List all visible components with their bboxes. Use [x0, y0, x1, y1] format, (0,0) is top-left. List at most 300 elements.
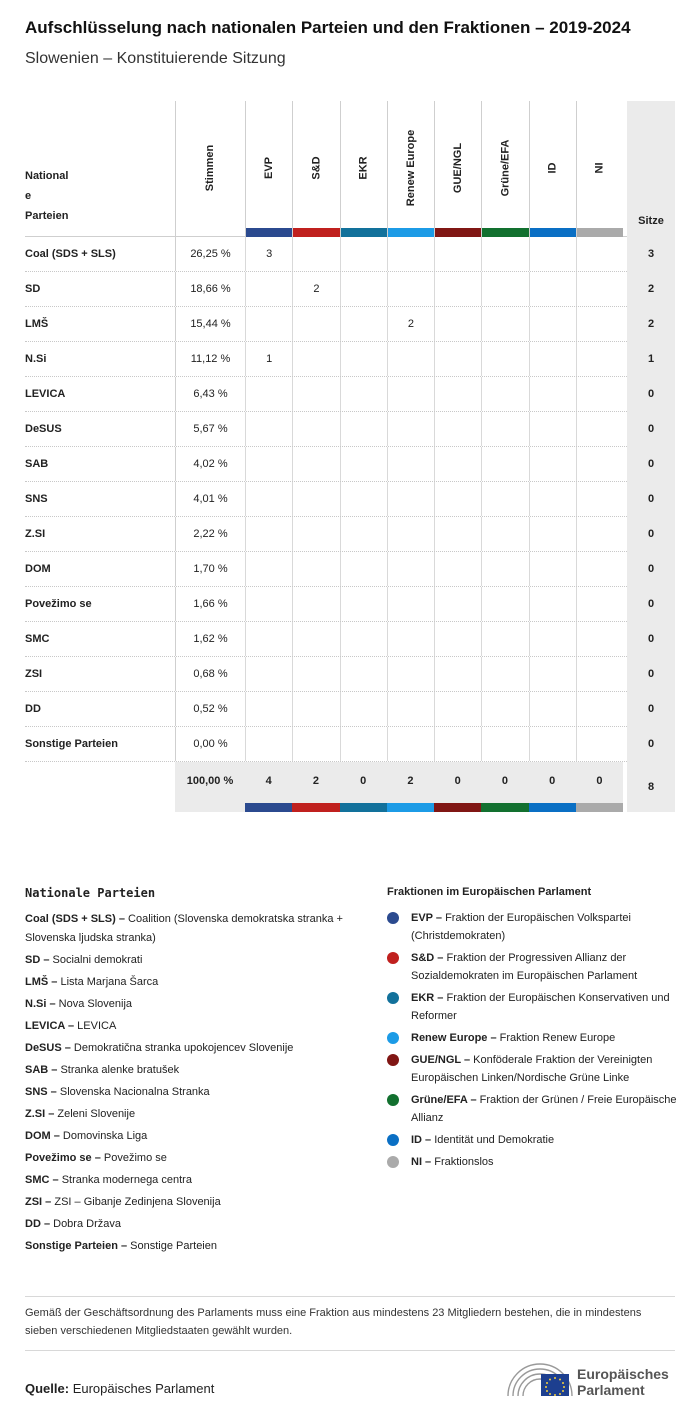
group-color-bar: [341, 228, 387, 237]
group-seat-cell: [576, 342, 623, 376]
group-color-bar: [387, 803, 434, 812]
group-abbr: EKR –: [411, 992, 444, 1004]
page-subtitle: Slowenien – Konstituierende Sitzung: [25, 50, 286, 67]
total-group-cell: [481, 762, 528, 812]
table-row: [25, 307, 675, 342]
group-seat-cell: [292, 517, 339, 551]
source-value: Europäisches Parlament: [72, 1381, 215, 1396]
vote-share: 0,68 %: [175, 657, 245, 691]
group-header-6: [529, 101, 576, 237]
national-parties-header: National e Parteien: [25, 170, 69, 222]
totals-row: [25, 762, 675, 812]
group-seat-cell: [387, 237, 434, 271]
group-seat-cell: [434, 622, 481, 656]
group-seat-cell: [434, 657, 481, 691]
group-seat-cell: [434, 412, 481, 446]
group-abbr: ID –: [411, 1134, 432, 1146]
group-legend-item: [387, 1153, 687, 1171]
vote-share: 26,25 %: [175, 237, 245, 271]
group-seat-cell: [340, 342, 387, 376]
seats-cell: 0: [627, 377, 675, 412]
total-group-value: 0: [549, 775, 556, 787]
group-seat-cell: [529, 692, 576, 726]
group-seat-cell: [245, 552, 292, 586]
group-seat-cell: [481, 517, 528, 551]
group-color-bar: [576, 803, 623, 812]
party-abbr: SD –: [25, 954, 50, 966]
group-seat-cell: [292, 307, 339, 341]
group-seat-cell: [481, 237, 528, 271]
table-row: [25, 657, 675, 692]
seats-cell: 0: [627, 622, 675, 657]
group-color-bar: [293, 228, 339, 237]
party-abbr: DD –: [25, 1218, 51, 1230]
group-seat-cell: [481, 622, 528, 656]
group-header-7: [576, 101, 623, 237]
group-seat-cell: [245, 587, 292, 621]
national-legend-item: [25, 1193, 365, 1212]
national-legend-item: [25, 1017, 365, 1036]
group-seat-cell: [481, 552, 528, 586]
group-header-4: [434, 101, 481, 237]
party-full-name: Sonstige Parteien: [130, 1240, 217, 1252]
group-seat-cell: [245, 517, 292, 551]
party-name: DOM: [25, 563, 51, 575]
group-seat-cell: [529, 272, 576, 306]
group-full-name: Fraktion der Progressiven Allianz der Sozialdemokraten im Europäischen Parlament: [411, 952, 638, 982]
group-seat-cell: 3: [245, 237, 292, 271]
national-legend-item: [25, 1127, 365, 1146]
group-abbr: GUE/NGL –: [411, 1054, 471, 1066]
group-seat-cell: [387, 727, 434, 761]
groups-legend-heading: Fraktionen im Europäischen Parlament: [387, 886, 592, 898]
total-group-cell: [434, 762, 481, 812]
party-name: SMC: [25, 633, 50, 645]
party-abbr: SNS –: [25, 1086, 57, 1098]
seats-cell: 2: [627, 272, 675, 307]
group-abbr: S&D –: [411, 952, 444, 964]
party-abbr: ZSI –: [25, 1196, 52, 1208]
group-seat-cell: [576, 482, 623, 516]
group-header-label: GUE/NGL: [452, 142, 465, 194]
group-seat-cell: [340, 552, 387, 586]
party-name: DD: [25, 703, 41, 715]
group-seat-cell: [292, 412, 339, 446]
national-legend-item: [25, 1105, 365, 1124]
party-full-name: Nova Slovenija: [58, 998, 133, 1010]
group-seat-cell: [340, 692, 387, 726]
group-seat-cell: [387, 272, 434, 306]
page-title: Aufschlüsselung nach nationalen Parteien und den Fraktionen – 2019-2024: [25, 18, 631, 37]
group-seat-cell: [576, 517, 623, 551]
table-header: [25, 101, 675, 237]
group-legend-item: [387, 949, 687, 985]
group-full-name: Fraktion der Europäischen Volkspartei (Christdemokraten): [411, 912, 631, 942]
table-row: [25, 482, 675, 517]
group-seat-cell: [292, 482, 339, 516]
group-seat-cell: 2: [292, 272, 339, 306]
vote-share: 1,70 %: [175, 552, 245, 586]
group-legend-item: [387, 1051, 687, 1087]
group-seat-cell: [434, 447, 481, 481]
group-seat-cell: [292, 692, 339, 726]
national-legend-item: [25, 910, 365, 948]
party-abbr: Sonstige Parteien –: [25, 1240, 128, 1252]
table-row: [25, 272, 675, 307]
group-seat-cell: [245, 447, 292, 481]
group-seat-cell: [576, 692, 623, 726]
group-seat-cell: [576, 412, 623, 446]
group-color-bar: [246, 228, 292, 237]
group-seat-cell: [340, 622, 387, 656]
party-full-name: Povežimo se: [103, 1152, 167, 1164]
group-seat-cell: [576, 377, 623, 411]
national-legend-item: [25, 951, 365, 970]
group-seat-cell: [481, 342, 528, 376]
party-name: SAB: [25, 458, 49, 470]
party-abbr: DeSUS –: [25, 1042, 71, 1054]
group-seat-cell: [576, 447, 623, 481]
vote-share: 1,62 %: [175, 622, 245, 656]
group-seat-cell: [387, 412, 434, 446]
group-header-label: EVP: [263, 156, 276, 180]
seats-cell: 0: [627, 657, 675, 692]
stimmen-header-cell: [175, 101, 245, 237]
total-group-value: 4: [265, 775, 272, 787]
vote-share: 5,67 %: [175, 412, 245, 446]
group-color-bar: [530, 228, 576, 237]
group-seat-cell: [576, 622, 623, 656]
party-full-name: ZSI – Gibanje Zedinjena Slovenija: [54, 1196, 221, 1208]
group-seat-cell: [434, 727, 481, 761]
group-legend-item: [387, 989, 687, 1025]
group-seat-cell: [434, 272, 481, 306]
group-seat-cell: [340, 587, 387, 621]
group-seat-cell: [387, 692, 434, 726]
group-color-bar: [577, 228, 623, 237]
group-seat-cell: [340, 447, 387, 481]
group-seat-cell: [529, 727, 576, 761]
vote-share: 6,43 %: [175, 377, 245, 411]
group-seat-cell: [434, 482, 481, 516]
group-seat-cell: [434, 237, 481, 271]
group-seat-cell: [292, 552, 339, 586]
group-seat-cell: [340, 482, 387, 516]
group-full-name: Fraktion der Grünen / Freie Europäische Allianz: [411, 1094, 677, 1124]
party-full-name: Stranka alenke bratušek: [60, 1064, 180, 1076]
sitze-header: Sitze: [638, 215, 664, 227]
group-seat-cell: [245, 622, 292, 656]
group-header-label: Grüne/EFA: [499, 139, 512, 197]
party-abbr: N.Si –: [25, 998, 56, 1010]
group-seat-cell: [292, 447, 339, 481]
group-seat-cell: [481, 657, 528, 691]
vote-share: 11,12 %: [175, 342, 245, 376]
table-body: [25, 237, 675, 762]
total-seats: 8: [627, 762, 675, 812]
footnote: Gemäß der Geschäftsordnung des Parlaments muss eine Fraktion aus mindestens 23 Mitgliedern bestehen, die in mindestens sieben verschiedenen Mitgliedstaaten gewählt wurden.: [25, 1296, 675, 1351]
group-color-bar: [529, 803, 576, 812]
group-seat-cell: [529, 587, 576, 621]
table-row: [25, 622, 675, 657]
group-seat-cell: [292, 237, 339, 271]
seats-cell: 0: [627, 517, 675, 552]
national-legend-item: [25, 1237, 365, 1256]
national-legend-item: [25, 995, 365, 1014]
group-seat-cell: [340, 727, 387, 761]
total-group-cell: [292, 762, 339, 812]
group-abbr: EVP –: [411, 912, 442, 924]
total-group-cell: [245, 762, 292, 812]
group-seat-cell: [245, 727, 292, 761]
vote-share: 0,00 %: [175, 727, 245, 761]
group-color-bar: [388, 228, 434, 237]
group-seat-cell: [245, 692, 292, 726]
group-seat-cell: [576, 587, 623, 621]
group-header-label: Renew Europe: [404, 129, 417, 207]
group-seat-cell: [340, 307, 387, 341]
group-seat-cell: [434, 552, 481, 586]
sitze-header-cell: [627, 101, 675, 237]
group-color-dot-icon: [387, 912, 399, 924]
party-abbr: LEVICA –: [25, 1020, 75, 1032]
total-group-value: 2: [312, 775, 319, 787]
party-name: Z.SI: [25, 528, 46, 540]
group-seat-cell: [481, 377, 528, 411]
group-seat-cell: [245, 657, 292, 691]
party-full-name: Demokratična stranka upokojencev Slovenije: [73, 1042, 294, 1054]
party-name: SD: [25, 283, 41, 295]
group-seat-cell: [245, 272, 292, 306]
party-name: DeSUS: [25, 423, 62, 435]
group-header-label: S&D: [310, 156, 323, 180]
total-group-cell: [340, 762, 387, 812]
party-name: LMŠ: [25, 318, 49, 330]
group-seat-cell: [245, 482, 292, 516]
group-seat-cell: [292, 657, 339, 691]
group-seat-cell: [481, 482, 528, 516]
vote-share: 18,66 %: [175, 272, 245, 306]
group-seat-cell: [576, 727, 623, 761]
group-seat-cell: [387, 552, 434, 586]
group-full-name: Konföderale Fraktion der Vereinigten Europäischen Linken/Nordische Grüne Linke: [411, 1054, 653, 1084]
group-full-name: Identität und Demokratie: [434, 1134, 555, 1146]
group-seat-cell: [481, 587, 528, 621]
group-color-dot-icon: [387, 1054, 399, 1066]
party-abbr: Z.SI –: [25, 1108, 55, 1120]
table-row: [25, 412, 675, 447]
vote-share: 4,02 %: [175, 447, 245, 481]
group-abbr: Renew Europe –: [411, 1032, 497, 1044]
group-color-dot-icon: [387, 992, 399, 1004]
ep-logo-text: Europäisches Parlament: [577, 1366, 669, 1398]
seats-cell: 2: [627, 307, 675, 342]
group-seat-cell: 1: [245, 342, 292, 376]
party-name: Povežimo se: [25, 598, 92, 610]
group-seat-cell: [481, 272, 528, 306]
group-seat-cell: [529, 517, 576, 551]
source-line: [25, 1381, 214, 1396]
group-seat-cell: [481, 447, 528, 481]
party-name: ZSI: [25, 668, 43, 680]
group-seat-cell: [481, 727, 528, 761]
group-legend-item: [387, 1131, 687, 1149]
group-seat-cell: [387, 622, 434, 656]
group-header-label: NI: [593, 162, 606, 174]
group-header-label: EKR: [357, 156, 370, 180]
party-name: Sonstige Parteien: [25, 738, 118, 750]
group-seat-cell: [529, 377, 576, 411]
group-color-dot-icon: [387, 1134, 399, 1146]
party-name: N.Si: [25, 353, 47, 365]
group-seat-cell: [481, 307, 528, 341]
group-seat-cell: [529, 482, 576, 516]
party-full-name: LEVICA: [77, 1020, 117, 1032]
party-full-name: Domovinska Liga: [62, 1130, 148, 1142]
total-group-value: 2: [407, 775, 414, 787]
vote-share: 2,22 %: [175, 517, 245, 551]
total-vote-share: 100,00 %: [175, 762, 245, 812]
vote-share: 0,52 %: [175, 692, 245, 726]
group-seat-cell: [529, 447, 576, 481]
group-full-name: Fraktion der Europäischen Konservativen und Reformer: [411, 992, 670, 1022]
group-seat-cell: [434, 307, 481, 341]
group-seat-cell: [340, 657, 387, 691]
group-seat-cell: [529, 237, 576, 271]
national-parties-legend: [25, 886, 365, 1259]
seats-cell: 0: [627, 482, 675, 517]
group-seat-cell: [576, 657, 623, 691]
total-group-cell: [387, 762, 434, 812]
party-full-name: Dobra Država: [53, 1218, 121, 1230]
group-color-dot-icon: [387, 952, 399, 964]
party-full-name: Stranka modernega centra: [61, 1174, 192, 1186]
table-row: [25, 377, 675, 412]
total-group-cell: [576, 762, 623, 812]
group-color-bar: [434, 803, 481, 812]
group-color-dot-icon: [387, 1156, 399, 1168]
group-legend-item: [387, 1029, 687, 1047]
group-seat-cell: [340, 412, 387, 446]
source-label: Quelle:: [25, 1381, 70, 1396]
group-seat-cell: [529, 552, 576, 586]
stimmen-header: Stimmen: [204, 144, 217, 192]
group-seat-cell: [387, 587, 434, 621]
ep-hemicycle-icon: [505, 1358, 575, 1400]
group-header-label: ID: [546, 162, 559, 174]
national-legend-item: [25, 1083, 365, 1102]
group-seat-cell: [340, 517, 387, 551]
party-abbr: Povežimo se –: [25, 1152, 101, 1164]
total-group-value: 0: [454, 775, 461, 787]
table-row: [25, 587, 675, 622]
group-seat-cell: [387, 377, 434, 411]
total-group-cell: [529, 762, 576, 812]
party-name: SNS: [25, 493, 48, 505]
group-header-5: [481, 101, 528, 237]
group-color-bar: [245, 803, 292, 812]
group-legend-item: [387, 909, 687, 945]
group-seat-cell: [529, 307, 576, 341]
party-name: LEVICA: [25, 388, 66, 400]
group-seat-cell: [292, 727, 339, 761]
group-abbr: Grüne/EFA –: [411, 1094, 477, 1106]
party-abbr: SMC –: [25, 1174, 59, 1186]
party-abbr: LMŠ –: [25, 976, 58, 988]
group-color-bar: [292, 803, 339, 812]
group-seat-cell: [245, 377, 292, 411]
national-legend-item: [25, 1215, 365, 1234]
group-seat-cell: [434, 692, 481, 726]
group-abbr: NI –: [411, 1156, 432, 1168]
party-abbr: Coal (SDS + SLS) –: [25, 913, 125, 925]
groups-legend: [387, 886, 687, 1175]
total-group-value: 0: [596, 775, 603, 787]
group-header-0: [245, 101, 292, 237]
group-seat-cell: [292, 342, 339, 376]
seats-cell: 0: [627, 727, 675, 762]
group-color-dot-icon: [387, 1032, 399, 1044]
national-legend-item: [25, 1039, 365, 1058]
group-header-1: [292, 101, 339, 237]
seats-cell: 1: [627, 342, 675, 377]
group-seat-cell: [292, 587, 339, 621]
group-seat-cell: [434, 587, 481, 621]
group-full-name: Fraktion Renew Europe: [499, 1032, 616, 1044]
table-row: [25, 237, 675, 272]
group-seat-cell: [340, 272, 387, 306]
party-full-name: Lista Marjana Šarca: [60, 976, 159, 988]
group-seat-cell: [481, 412, 528, 446]
group-color-bar: [435, 228, 481, 237]
group-seat-cell: [387, 447, 434, 481]
seats-cell: 0: [627, 587, 675, 622]
group-seat-cell: [576, 552, 623, 586]
party-full-name: Coalition (Slovenska demokratska stranka + Slovenska ljudska stranka): [25, 913, 343, 944]
group-seat-cell: [529, 342, 576, 376]
group-seat-cell: [434, 517, 481, 551]
group-color-bar: [340, 803, 387, 812]
national-legend-item: [25, 1149, 365, 1168]
party-abbr: DOM –: [25, 1130, 60, 1142]
group-full-name: Fraktionslos: [434, 1156, 494, 1168]
party-full-name: Socialni demokrati: [52, 954, 143, 966]
group-seat-cell: [481, 692, 528, 726]
seats-cell: 3: [627, 237, 675, 272]
results-table: [25, 101, 675, 812]
national-legend-item: [25, 1061, 365, 1080]
group-seat-cell: [340, 377, 387, 411]
national-legend-item: [25, 1171, 365, 1190]
group-header-3: [387, 101, 434, 237]
seats-cell: 0: [627, 412, 675, 447]
total-group-value: 0: [501, 775, 508, 787]
group-seat-cell: [387, 517, 434, 551]
group-seat-cell: [245, 412, 292, 446]
table-row: [25, 447, 675, 482]
group-seat-cell: [576, 237, 623, 271]
group-color-bar: [482, 228, 528, 237]
group-seat-cell: [529, 657, 576, 691]
group-seat-cell: [292, 377, 339, 411]
seats-cell: 0: [627, 447, 675, 482]
table-row: [25, 342, 675, 377]
group-seat-cell: [387, 482, 434, 516]
table-row: [25, 692, 675, 727]
ep-logo: [505, 1358, 680, 1400]
national-legend-item: [25, 973, 365, 992]
group-header-2: [340, 101, 387, 237]
